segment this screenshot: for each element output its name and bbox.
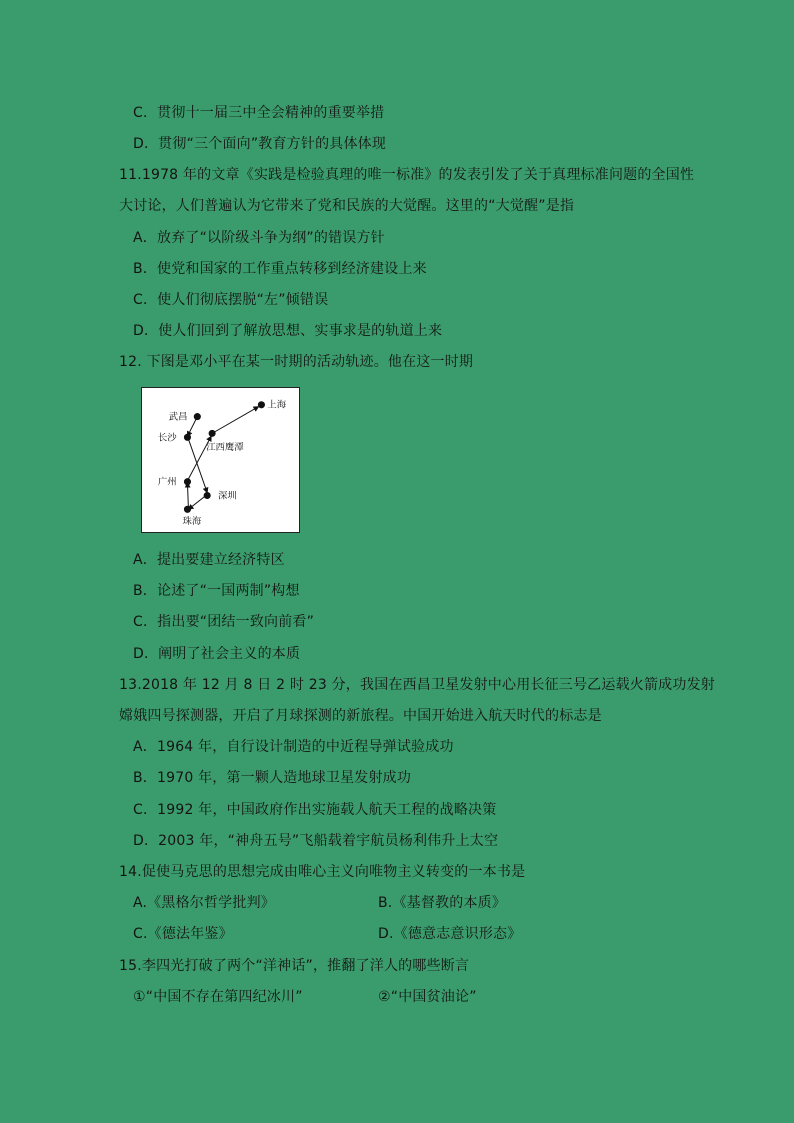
q13-stem-line-2: 嫦娥四号探测器，开启了月球探测的新旅程。中国开始进入航天时代的标志是 (119, 708, 602, 724)
label-zhuhai: 珠海 (182, 516, 202, 528)
point-zhuhai (184, 506, 191, 513)
route-jiangxi-shanghai (212, 407, 258, 434)
q14-option-a: A.《黑格尔哲学批判》 (133, 895, 275, 911)
q12-option-c: C．指出要“团结一致向前看” (133, 614, 315, 630)
q14-option-c: C.《德法年鉴》 (133, 926, 233, 942)
q11-stem-line-2: 大讨论，人们普遍认为它带来了党和民族的大觉醒。这里的“大觉醒”是指 (119, 198, 575, 214)
label-jiangxi: 江西鹰潭 (206, 442, 244, 454)
q12-option-b: B．论述了“一国两制”构想 (133, 583, 300, 599)
q13-option-d: D．2003 年，“神舟五号”飞船载着宇航员杨利伟升上太空 (133, 833, 499, 849)
point-shenzhen (204, 492, 211, 499)
q11-option-a: A．放弃了“以阶级斗争为纲”的错误方针 (133, 230, 385, 246)
label-shenzhen: 深圳 (218, 490, 237, 502)
point-jiangxi (209, 430, 216, 437)
route-map-figure (142, 388, 299, 532)
q15-item-1: ①“中国不存在第四纪冰川” (133, 989, 303, 1005)
route-changsha-shenzhen (187, 436, 207, 492)
q14-stem: 14.促使马克思的思想完成由唯心主义向唯物主义转变的一本书是 (119, 864, 526, 880)
route-map (141, 387, 300, 533)
label-guangzhou: 广州 (157, 476, 177, 488)
point-guangzhou (184, 478, 191, 485)
q12-option-a: A．提出要建立经济特区 (133, 552, 285, 568)
q12-option-d: D．阐明了社会主义的本质 (133, 646, 301, 662)
q10-option-d: D．贯彻“三个面向”教育方针的具体体现 (133, 136, 387, 152)
label-wuchang: 武昌 (168, 411, 188, 423)
q13-option-b: B．1970 年，第一颗人造地球卫星发射成功 (133, 770, 412, 786)
point-changsha (184, 434, 191, 441)
label-shanghai: 上海 (267, 399, 287, 411)
q13-stem-line-1: 13.2018 年 12 月 8 日 2 时 23 分，我国在西昌卫星发射中心用长征三号乙运载火箭成功发射 (119, 677, 715, 693)
point-wuchang (194, 413, 201, 420)
q12-stem: 12. 下图是邓小平在某一时期的活动轨迹。他在这一时期 (119, 354, 474, 370)
q14-option-d: D.《德意志意识形态》 (378, 926, 522, 942)
q15-item-2: ②“中国贫油论” (378, 989, 477, 1005)
q11-option-d: D．使人们回到了解放思想、实事求是的轨道上来 (133, 323, 443, 339)
label-changsha: 长沙 (157, 432, 177, 444)
q13-option-a: A．1964 年，自行设计制造的中近程导弹试验成功 (133, 739, 454, 755)
q11-option-c: C．使人们彻底摆脱“左”倾错误 (133, 292, 329, 308)
q13-option-c: C．1992 年，中国政府作出实施载人航天工程的战略决策 (133, 802, 497, 818)
q11-option-b: B．使党和国家的工作重点转移到经济建设上来 (133, 261, 427, 277)
point-shanghai (258, 401, 265, 408)
q10-option-c: C．贯彻十一届三中全会精神的重要举措 (133, 105, 385, 121)
route-zhuhai-guangzhou (187, 483, 188, 510)
q11-stem-line-1: 11.1978 年的文章《实践是检验真理的唯一标准》的发表引发了关于真理标准问题的全国性 (119, 167, 695, 183)
q15-stem: 15.李四光打破了两个“洋神话”，推翻了洋人的哪些断言 (119, 958, 470, 974)
q14-option-b: B.《基督教的本质》 (378, 895, 507, 911)
